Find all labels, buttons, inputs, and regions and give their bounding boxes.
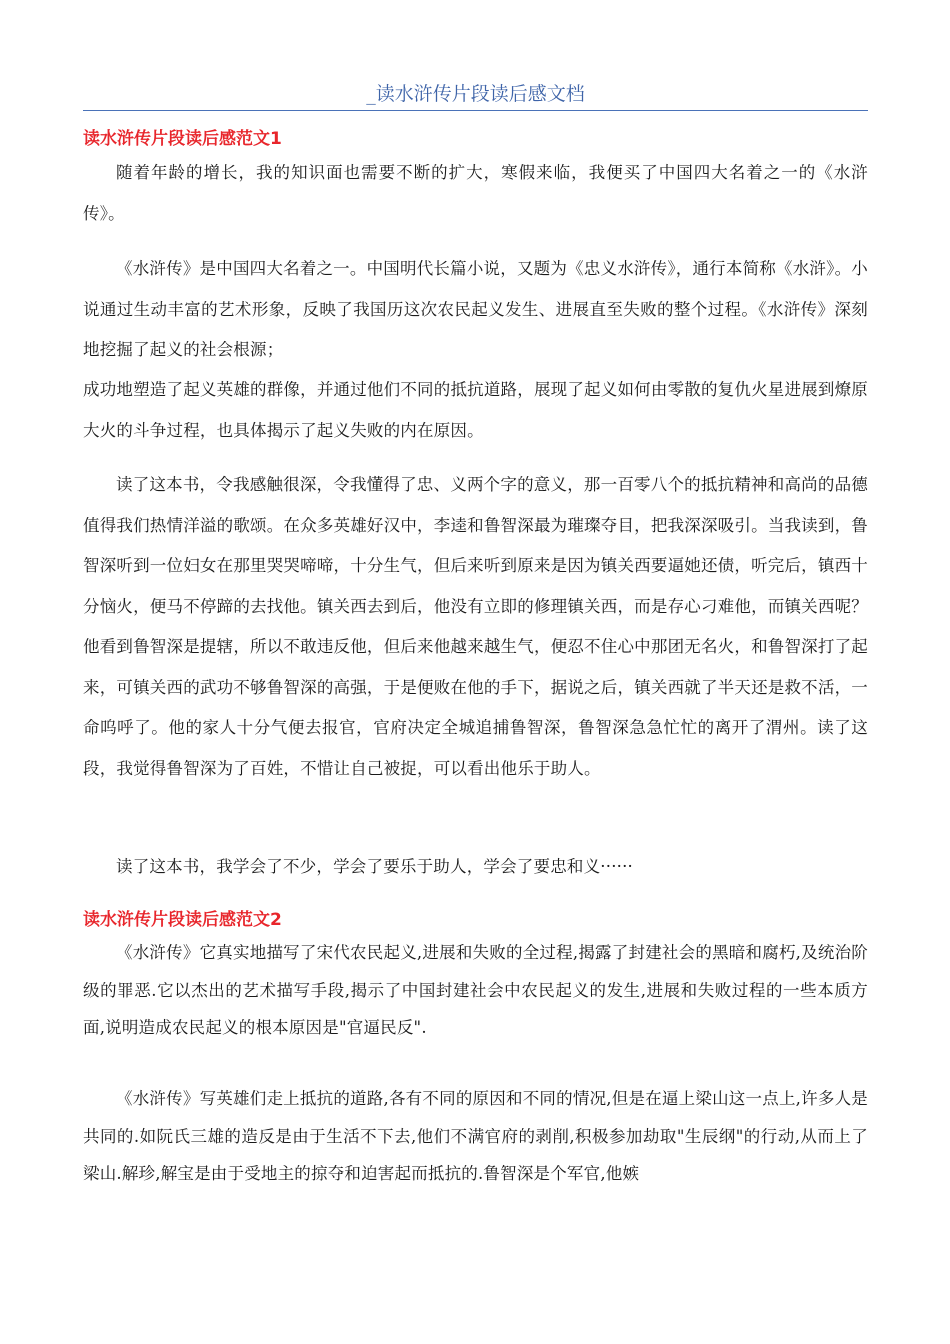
paragraph: 读了这本书，令我感触很深，令我懂得了忠、义两个字的意义，那一百零八个的抵抗精神和高尚的品德值得我们热情洋溢的歌颂。在众多英雄好汉中，李逵和鲁智深最为璀璨夺目，把我深深吸引。当我读到，鲁智深听到一位妇女在那里哭哭啼啼，十分生气，但后来听到原来是因为镇关西要逼她还债，听完后，镇西十分恼火，便马不停蹄的去找他。镇关西去到后，他没有立即的修理镇关西，而是存心刁难他，而镇关西呢？他看到鲁智深是提辖，所以不敢违反他，但后来他越来越生气，便忍不住心中那团无名火，和鲁智深打了起来，可镇关西的武功不够鲁智深的高强，于是便败在他的手下，据说之后，镇关西就了半天还是救不活，一命呜呼了。他的家人十分气便去报官，官府决定全城追捕鲁智深，鲁智深急急忙忙的离开了渭州。读了这段，我觉得鲁智深为了百姓，不惜让自己被捉，可以看出他乐于助人。 <box>83 475 868 778</box>
section-heading-2: 读水浒传片段读后感范文2 <box>83 910 282 930</box>
paragraph: 《水浒传》是中国四大名着之一。中国明代长篇小说，又题为《忠义水浒传》，通行本简称《水浒》。小说通过生动丰富的艺术形象，反映了我国历这次农民起义发生、进展直至失败的整个过程。《水浒传》深刻地挖掘了起义的社会根源； <box>83 259 868 359</box>
header-divider <box>83 110 868 111</box>
page-header: _读水浒传片段读后感文档 <box>366 83 585 105</box>
paragraph: 《水浒传》它真实地描写了宋代农民起义,进展和失败的全过程,揭露了封建社会的黑暗和腐朽,及统治阶级的罪恶.它以杰出的艺术描写手段,揭示了中国封建社会中农民起义的发生,进展和失败过程的一些本质方面,说明造成农民起义的根本原因是"官逼民反". <box>83 943 868 1037</box>
paragraph: 随着年龄的增长，我的知识面也需要不断的扩大，寒假来临，我便买了中国四大名着之一的《水浒传》。 <box>83 163 868 223</box>
section-heading-1: 读水浒传片段读后感范文1 <box>83 129 282 149</box>
paragraph: 成功地塑造了起义英雄的群像，并通过他们不同的抵抗道路，展现了起义如何由零散的复仇火星进展到燎原大火的斗争过程，也具体揭示了起义失败的内在原因。 <box>83 380 868 440</box>
paragraph: 读了这本书，我学会了不少，学会了要乐于助人，学会了要忠和义······ <box>116 857 633 876</box>
paragraph: 《水浒传》写英雄们走上抵抗的道路,各有不同的原因和不同的情况,但是在逼上梁山这一点上,许多人是共同的.如阮氏三雄的造反是由于生活不下去,他们不满官府的剥削,积极参加劫取"生辰纲"的行动,从而上了梁山.解珍,解宝是由于受地主的掠夺和迫害起而抵抗的.鲁智深是个军官,他嫉 <box>83 1089 868 1183</box>
